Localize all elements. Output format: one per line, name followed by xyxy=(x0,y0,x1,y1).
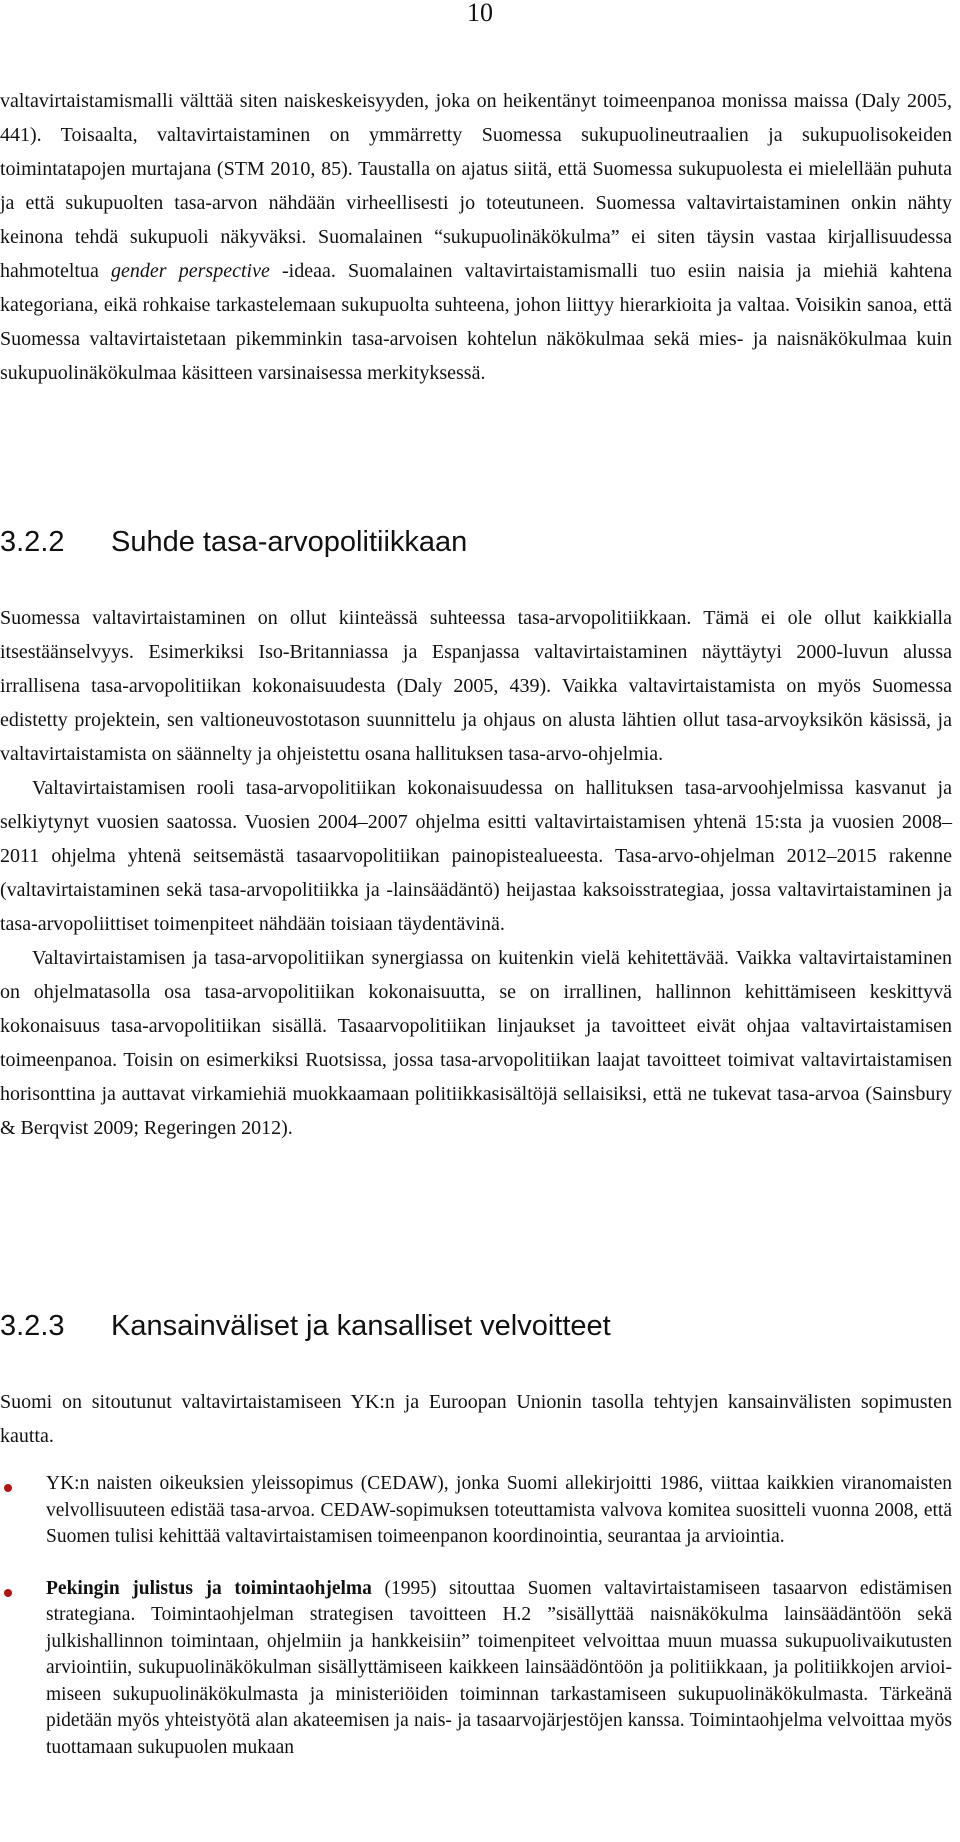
list-item-body: (1995) sitouttaa Suomen valtavirtaistamiseen tasaarvon edistämisen strategiana. Toimintaohjelman strategisen tavoitteen H.2 ”sisällyttää naisnäkökulma lainsäädäntöön sekä julkishallinnon toimintaan, ohjelmiin ja hankkeisiin” toimenpiteet velvoittaa muun muassa sukupuolivaikutusten arviointiin, sukupuolinäkökulman sisällyttämiseen kaikkeen lainsäädöntöön ja politiikkaan, ja politiikkojen arvioimiseen sukupuolinäkökulmasta ja ministeriöiden toiminnan tarkastamiseen sukupuolinäkökulmasta. Tärkeänä pidetään myös yhteistyötä alan akateemisen ja nais- ja tasaarvojärjestöjen kanssa. Toimintaohjelma velvoittaa myös tuottamaan sukupuolen mukaan xyxy=(46,1577,952,1758)
section-intro-paragraph: Suomi on sitoutunut valtavirtaistamiseen YK:n ja Euroopan Unionin tasolla tehtyjen kansainvälisten sopimusten kautta. xyxy=(0,1391,952,1447)
intro-italic-term: gender perspective xyxy=(111,260,270,282)
section-title: Kansainväliset ja kansalliset velvoitteet xyxy=(111,1310,611,1342)
page-number: 10 xyxy=(467,0,493,27)
section-number: 3.2.2 xyxy=(0,526,65,558)
list-item-body: YK:n naisten oikeuksien yleissopimus (CEDAW), jonka Suomi allekirjoitti 1986, viittaa kaikkien viranomaisten velvollisuuteen edistää tasa-arvoa. CEDAW-sopimuksen toteuttamista valvova komitea suositteli vuonna 2008, että Suomen tulisi kehittää valtavirtaistamisen toimeenpanon koordinointia, seurantaa ja arviointia. xyxy=(46,1473,952,1547)
intro-block xyxy=(0,84,952,390)
obligations-list xyxy=(0,1471,952,1761)
intro-text-part2: -ideaa. Suomalainen valtavirtaistamismalli tuo esiin naisia ja miehiä kahtena kategoriana, eikä rohkaise tarkastelemaan sukupuolta suhteena, johon liittyy hierarkioita ja valtaa. Voisikin sanoa, että Suomessa valtavirtaistetaan pikemminkin tasa-arvoisen kohtelun näkökulmaa sekä mies- ja naisnäkökulmaa kuin sukupuolinäkökulmaa käsitteen varsinaisessa merkityksessä. xyxy=(0,260,953,384)
paragraph: Valtavirtaistamisen ja tasa-arvopolitiikan synergiassa on kuitenkin vielä kehitettävää. Vaikka valtavirtaistaminen on ohjelmatasolla osa tasa-arvopolitiikan kokonaisuutta, se on irrallinen, hallinnon kehittämiseen keskittyvä kokonaisuus tasa-arvopolitiikan sisällä. Tasaarvopolitiikan linjaukset ja tavoitteet eivät ohjaa valtavirtaistamisen toimeenpanoa. Toisin on esimerkiksi Ruotsissa, jossa tasa-arvopolitiikan laajat tavoitteet toimivat valtavirtaistamisen horisonttina ja auttavat virkamiehiä muokkaamaan politiikkasisältöjä sellaisiksi, että ne tukevat tasa-arvoa (Sainsbury & Berqvist 2009; Regeringen 2012). xyxy=(0,947,952,1139)
list-item-bold: Pekingin julistus ja toimintaohjelma xyxy=(46,1577,372,1599)
bullet-icon xyxy=(4,1484,12,1492)
intro-paragraph xyxy=(0,84,952,390)
bullet-icon xyxy=(4,1589,12,1597)
paragraph: Suomessa valtavirtaistaminen on ollut kiinteässä suhteessa tasa-arvopolitiikkaan. Tämä ei ole ollut kaikkialla itsestäänselvyys. Esimerkiksi Iso-Britanniassa ja Espanjassa valtavirtaistaminen näyttäytyi 2000-luvun alussa irrallisena tasa-arvopolitiikan kokonaisuudesta (Daly 2005, 439). Vaikka valtavirtaistamista on myös Suomessa edistetty projektein, sen valtioneuvostotason suunnittelu ja ohjaus on alusta lähtien ollut tasa-arvoyksikön käsissä, ja valtavirtaistamista on säännelty ja ohjeistettu osana hallituksen tasa-arvo-ohjelmia. xyxy=(0,607,952,765)
paragraph: Valtavirtaistamisen rooli tasa-arvopolitiikan kokonaisuudessa on hallituksen tasa-arvoohjelmissa kasvanut ja selkiytynyt vuosien saatossa. Vuosien 2004–2007 ohjelma esitti valtavirtaistamisen yhtenä 15:sta ja vuosien 2008–2011 ohjelma yhtenä seitsemästä tasaarvopolitiikan painopistealueesta. Tasa-arvo-ohjelman 2012–2015 rakenne (valtavirtaistaminen sekä tasa-arvopolitiikka ja -lainsäädäntö) heijastaa kaksoisstrategiaa, jossa valtavirtaistaminen ja tasa-arvopoliittiset toimenpiteet nähdään toisiaan täydentävinä. xyxy=(0,777,952,935)
section-3-2-2-body xyxy=(0,601,952,1145)
list-item-text xyxy=(46,1576,952,1762)
intro-text-part1: valtavirtaistamismalli välttää siten naiskeskeisyyden, joka on heikentänyt toimeenpanoa monissa maissa (Daly 2005, 441). Toisaalta, valtavirtaistaminen on ymmärretty Suomessa sukupuolineutraalien ja sukupuolisokeiden toimintatapojen murtajana (STM 2010, 85). Taustalla on ajatus siitä, että Suomessa sukupuolesta ei mielellään puhuta ja että sukupuolten tasa-arvon nähdään virheellisesti jo toteutuneen. Suomessa valtavirtaistaminen onkin nähty keinona tehdä sukupuoli näkyväksi. Suomalainen “sukupuolinäkökulma” ei siten täysin vastaa kirjallisuudessa hahmoteltua xyxy=(0,90,952,282)
list-item-text xyxy=(46,1471,952,1551)
section-heading-3-2-3 xyxy=(0,1308,611,1344)
list-item xyxy=(0,1471,952,1551)
section-number: 3.2.3 xyxy=(0,1310,65,1342)
list-item xyxy=(0,1576,952,1762)
section-heading-3-2-2 xyxy=(0,524,467,560)
section-title: Suhde tasa-arvopolitiikkaan xyxy=(111,526,468,558)
section-3-2-3-body xyxy=(0,1385,952,1761)
